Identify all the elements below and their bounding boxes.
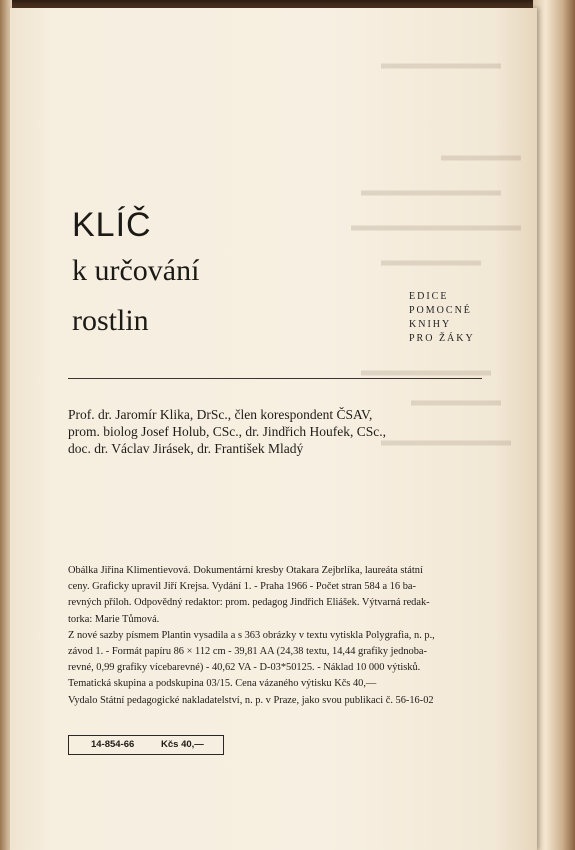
imprint-line: ceny. Graficky upravil Jiří Krejsa. Vydání 1. - Praha 1966 - Počet stran 584 a 16 ba- — [68, 581, 416, 593]
price-label: Kčs 40,— — [161, 739, 204, 750]
imprint-line: revné, 0,99 grafiky vícebarevné) - 40,62 VA - D-03*50125. - Náklad 10 000 výtisků. — [68, 662, 421, 674]
book-page — [10, 8, 537, 850]
title-main: KLÍČ — [72, 206, 152, 244]
author-line: prom. biolog Josef Holub, CSc., dr. Jindřich Houfek, CSc., — [68, 424, 386, 439]
imprint-line: Tematická skupina a podskupina 03/15. Cena vázaného výtisku Kčs 40,— — [68, 678, 377, 690]
title-line-2: k určování — [72, 254, 200, 287]
divider-rule — [68, 378, 482, 379]
edition-line: POMOCNÉ — [409, 305, 472, 316]
edition-line: PRO ŽÁKY — [409, 333, 475, 344]
imprint-line: závod 1. - Formát papíru 86 × 112 cm - 39,81 AA (24,38 textu, 14,44 grafiky jednoba- — [68, 646, 427, 658]
edition-line: EDICE — [409, 291, 449, 302]
imprint-line: Obálka Jiřina Klimentievová. Dokumentární kresby Otakara Zejbrlíka, laureáta státní — [68, 565, 423, 576]
author-line: Prof. dr. Jaromír Klika, DrSc., člen korespondent ČSAV, — [68, 407, 373, 422]
imprint-line: Z nové sazby písmem Plantin vysadila a s 363 obrázky v textu vytiskla Polygrafia, n. p., — [68, 629, 435, 641]
imprint-line: torka: Marie Tůmová. — [68, 613, 160, 625]
authors-block — [68, 406, 488, 457]
edition-label — [409, 290, 475, 346]
price-box — [68, 735, 224, 755]
imprint-line: revných příloh. Odpovědný redaktor: prom. pedagog Jindřich Eliášek. Výtvarná redak- — [68, 597, 430, 609]
title-line-3: rostlin — [72, 304, 149, 337]
catalog-code: 14-854-66 — [91, 739, 135, 750]
edition-line: KNIHY — [409, 319, 452, 330]
imprint-block — [68, 563, 488, 709]
author-line: doc. dr. Václav Jirásek, dr. František Mladý — [68, 441, 304, 456]
imprint-line: Vydalo Státní pedagogické nakladatelství, n. p. v Praze, jako svou publikaci č. 56-16-02 — [68, 694, 434, 706]
book-edge-right — [533, 0, 575, 850]
